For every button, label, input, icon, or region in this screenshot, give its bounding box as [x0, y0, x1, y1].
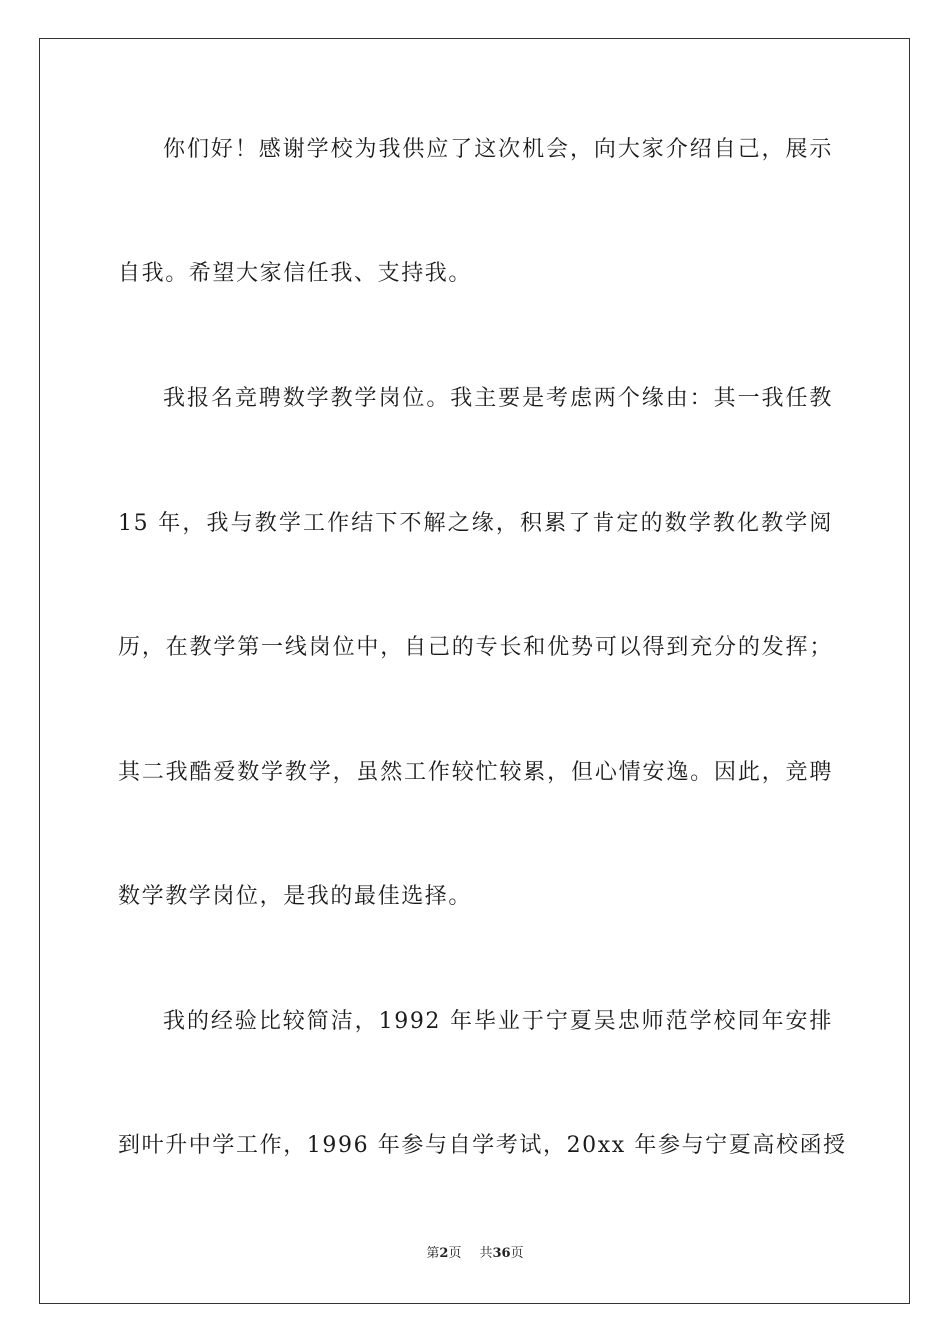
footer-total-prefix: 共 — [479, 1246, 493, 1261]
page-footer — [0, 1245, 950, 1263]
paragraph-line-2: 自我。希望大家信任我、支持我。 — [118, 261, 473, 286]
paragraph-line-3: 我报名竞聘数学教学岗位。我主要是考虑两个缘由：其一我任教 — [163, 386, 833, 411]
paragraph-line-4: 15 年，我与教学工作结下不解之缘，积累了肯定的数学教化教学阅 — [118, 511, 833, 536]
paragraph-line-1: 你们好！感谢学校为我供应了这次机会，向大家介绍自己，展示 — [163, 137, 833, 162]
paragraph-line-8: 我的经验比较简洁，1992 年毕业于宁夏吴忠师范学校同年安排 — [163, 1009, 833, 1034]
footer-total-pages: 36 — [492, 1246, 511, 1261]
paragraph-line-5: 历，在教学第一线岗位中，自己的专长和优势可以得到充分的发挥； — [118, 635, 833, 660]
page-border — [39, 38, 910, 1304]
footer-total-suffix: 页 — [510, 1246, 524, 1261]
footer-page-number: 2 — [439, 1246, 449, 1261]
footer-page-suffix: 页 — [448, 1246, 462, 1261]
paragraph-line-7: 数学教学岗位，是我的最佳选择。 — [118, 884, 473, 909]
paragraph-line-6: 其二我酷爱数学教学，虽然工作较忙较累，但心情安逸。因此，竞聘 — [118, 760, 833, 785]
footer-page-prefix: 第 — [426, 1246, 440, 1261]
paragraph-line-9: 到叶升中学工作，1996 年参与自学考试，20xx 年参与宁夏高校函授 — [118, 1133, 847, 1158]
